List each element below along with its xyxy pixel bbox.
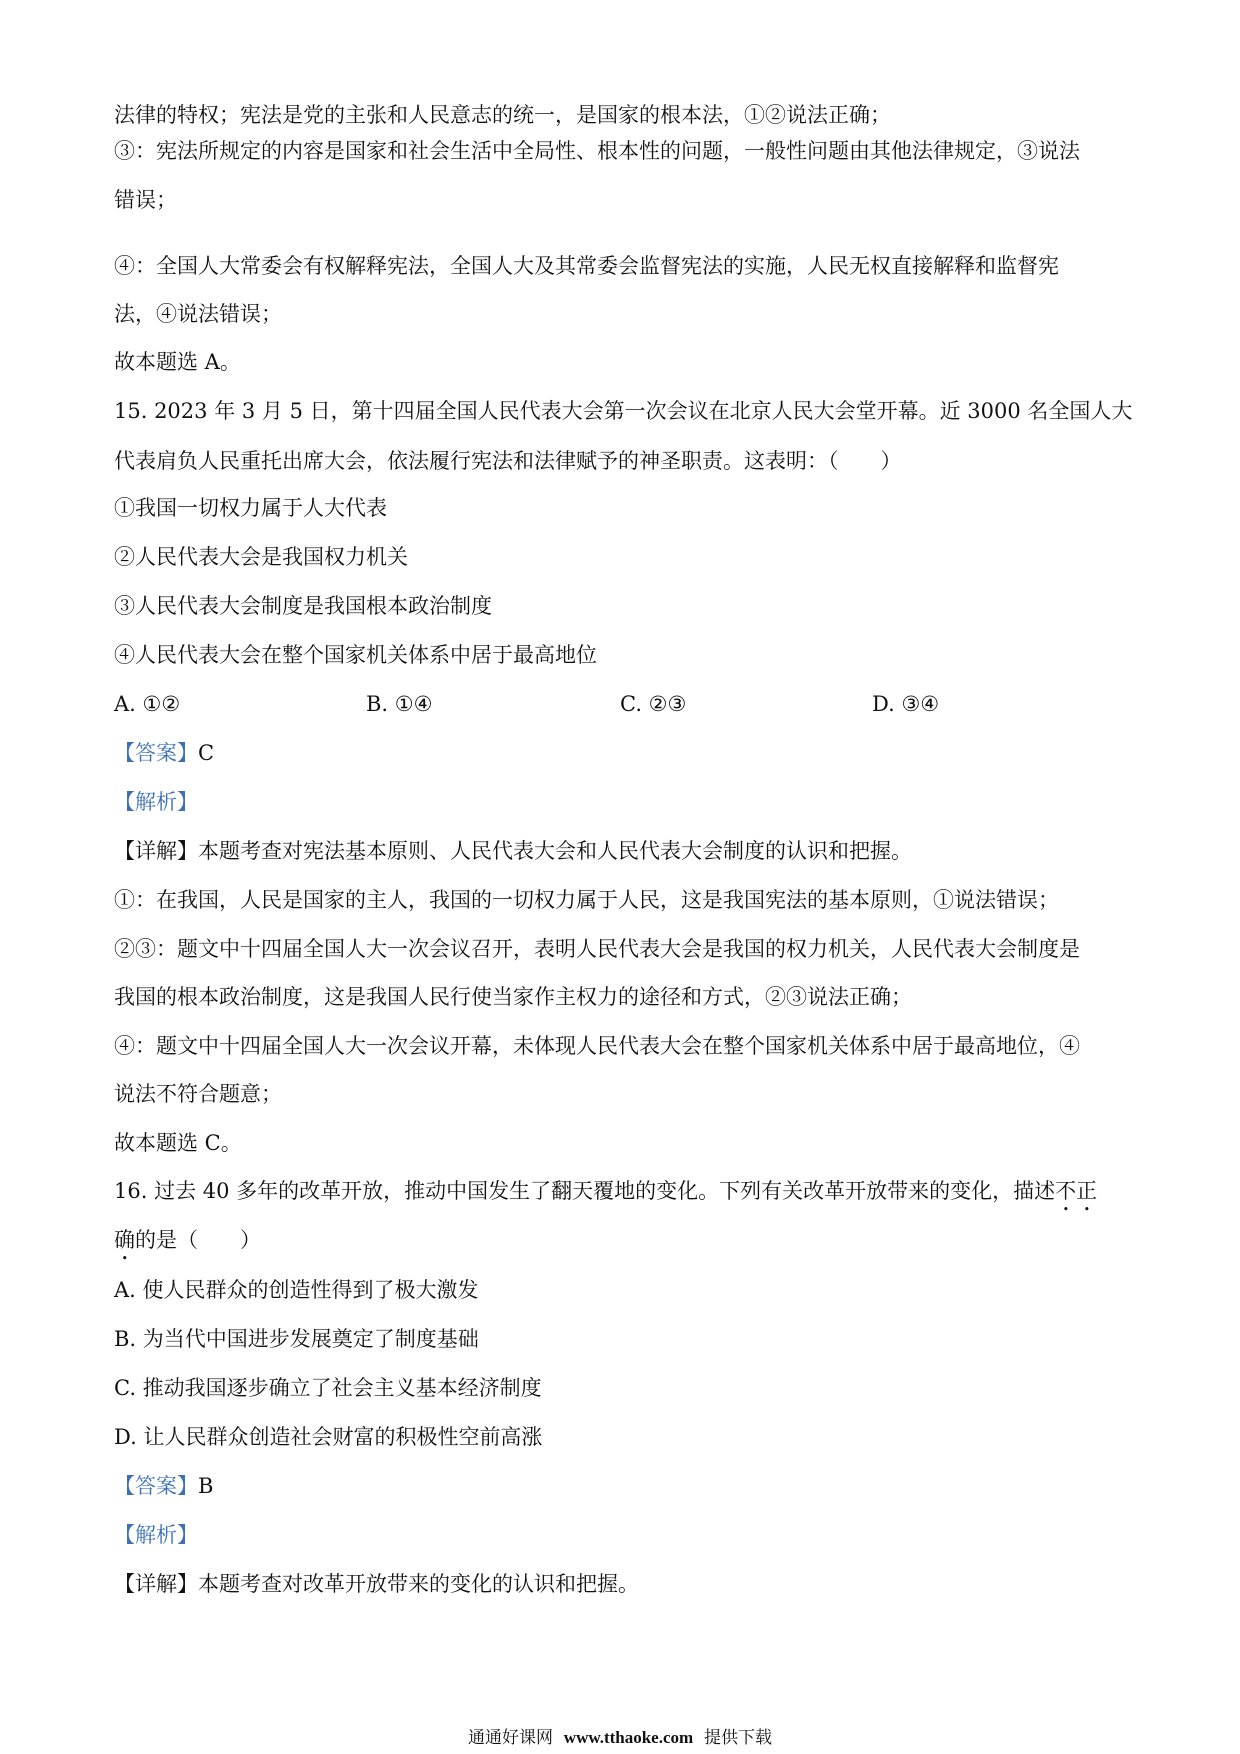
q16-analysis-label: 【解析】 xyxy=(114,1523,198,1547)
q14-text-line: 法，④说法错误； xyxy=(114,302,282,326)
answer-label: 【答案】 xyxy=(114,1474,198,1498)
q14-text-line: ③：宪法所规定的内容是国家和社会生活中全局性、根本性的问题，一般性问题由其他法律规定，③说法 xyxy=(114,139,1080,163)
q16-stem: 16. 过去 40 多年的改革开放，推动中国发生了翻天覆地的变化。下列有关改革开放带来的变化，描述不正 xyxy=(114,1179,1098,1203)
q15-detail-line: ④：题文中十四届全国人大一次会议开幕，未体现人民代表大会在整个国家机关体系中居于最高地位，④ xyxy=(114,1034,1080,1058)
answer-value: B xyxy=(198,1474,214,1498)
q15-detail-line: ①：在我国，人民是国家的主人，我国的一切权力属于人民，这是我国宪法的基本原则，①说法错误； xyxy=(114,888,1059,912)
emphasis-text: 确 xyxy=(114,1228,135,1252)
q15-option-a: A. ①② xyxy=(114,692,181,716)
q16-detail: 【详解】本题考查对改革开放带来的变化的认识和把握。 xyxy=(114,1572,639,1596)
answer-label: 【答案】 xyxy=(114,741,198,765)
q15-option-d: D. ③④ xyxy=(872,692,940,716)
q15-item: ③人民代表大会制度是我国根本政治制度 xyxy=(114,594,492,618)
emphasis-text: 不正 xyxy=(1055,1179,1098,1203)
q15-conclusion: 故本题选 C。 xyxy=(114,1131,242,1155)
q16-option-a: A. 使人民群众的创造性得到了极大激发 xyxy=(114,1278,479,1302)
q15-detail-line: 我国的根本政治制度，这是我国人民行使当家作主权力的途径和方式，②③说法正确； xyxy=(114,985,912,1009)
q15-option-b: B. ①④ xyxy=(366,692,433,716)
q14-text-line: 法律的特权；宪法是党的主张和人民意志的统一，是国家的根本法，①②说法正确； xyxy=(114,103,891,127)
q15-detail-line: ②③：题文中十四届全国人大一次会议召开，表明人民代表大会是我国的权力机关，人民代表大会制度是 xyxy=(114,937,1080,961)
q14-conclusion: 故本题选 A。 xyxy=(114,350,241,374)
answer-value: C xyxy=(198,741,215,765)
q14-text-line: ④：全国人大常委会有权解释宪法，全国人大及其常委会监督宪法的实施，人民无权直接解释和监督宪 xyxy=(114,254,1059,278)
q15-item: ④人民代表大会在整个国家机关体系中居于最高地位 xyxy=(114,643,597,667)
q15-answer xyxy=(114,739,1130,767)
q15-detail-line: 说法不符合题意； xyxy=(114,1082,282,1106)
q16-option-c: C. 推动我国逐步确立了社会主义基本经济制度 xyxy=(114,1376,542,1400)
q16-option-d: D. 让人民群众创造社会财富的积极性空前高涨 xyxy=(114,1425,543,1449)
footer-url[interactable]: www.tthaoke.com xyxy=(563,1728,694,1747)
detail-label: 【详解】 xyxy=(114,839,198,863)
detail-label: 【详解】 xyxy=(114,1572,198,1596)
q15-detail: 【详解】本题考查对宪法基本原则、人民代表大会和人民代表大会制度的认识和把握。 xyxy=(114,839,912,863)
footer-site-name: 通通好课网 xyxy=(467,1728,553,1748)
footer-suffix: 提供下载 xyxy=(704,1728,772,1748)
q15-stem: 15. 2023 年 3 月 5 日，第十四届全国人民代表大会第一次会议在北京人民大会堂开幕。近 3000 名全国人大 xyxy=(114,399,1133,423)
page-footer xyxy=(0,1727,1240,1749)
q16-option-b: B. 为当代中国进步发展奠定了制度基础 xyxy=(114,1327,479,1351)
q15-item: ②人民代表大会是我国权力机关 xyxy=(114,545,408,569)
q16-answer xyxy=(114,1472,1130,1500)
q14-text-line: 错误； xyxy=(114,188,177,212)
q15-item: ①我国一切权力属于人大代表 xyxy=(114,496,387,520)
q15-analysis-label: 【解析】 xyxy=(114,790,198,814)
q15-stem: 代表肩负人民重托出席大会，依法履行宪法和法律赋予的神圣职责。这表明：（ ） xyxy=(114,449,902,473)
q15-option-c: C. ②③ xyxy=(620,692,687,716)
q16-stem: 确的是（ ） xyxy=(114,1228,261,1252)
